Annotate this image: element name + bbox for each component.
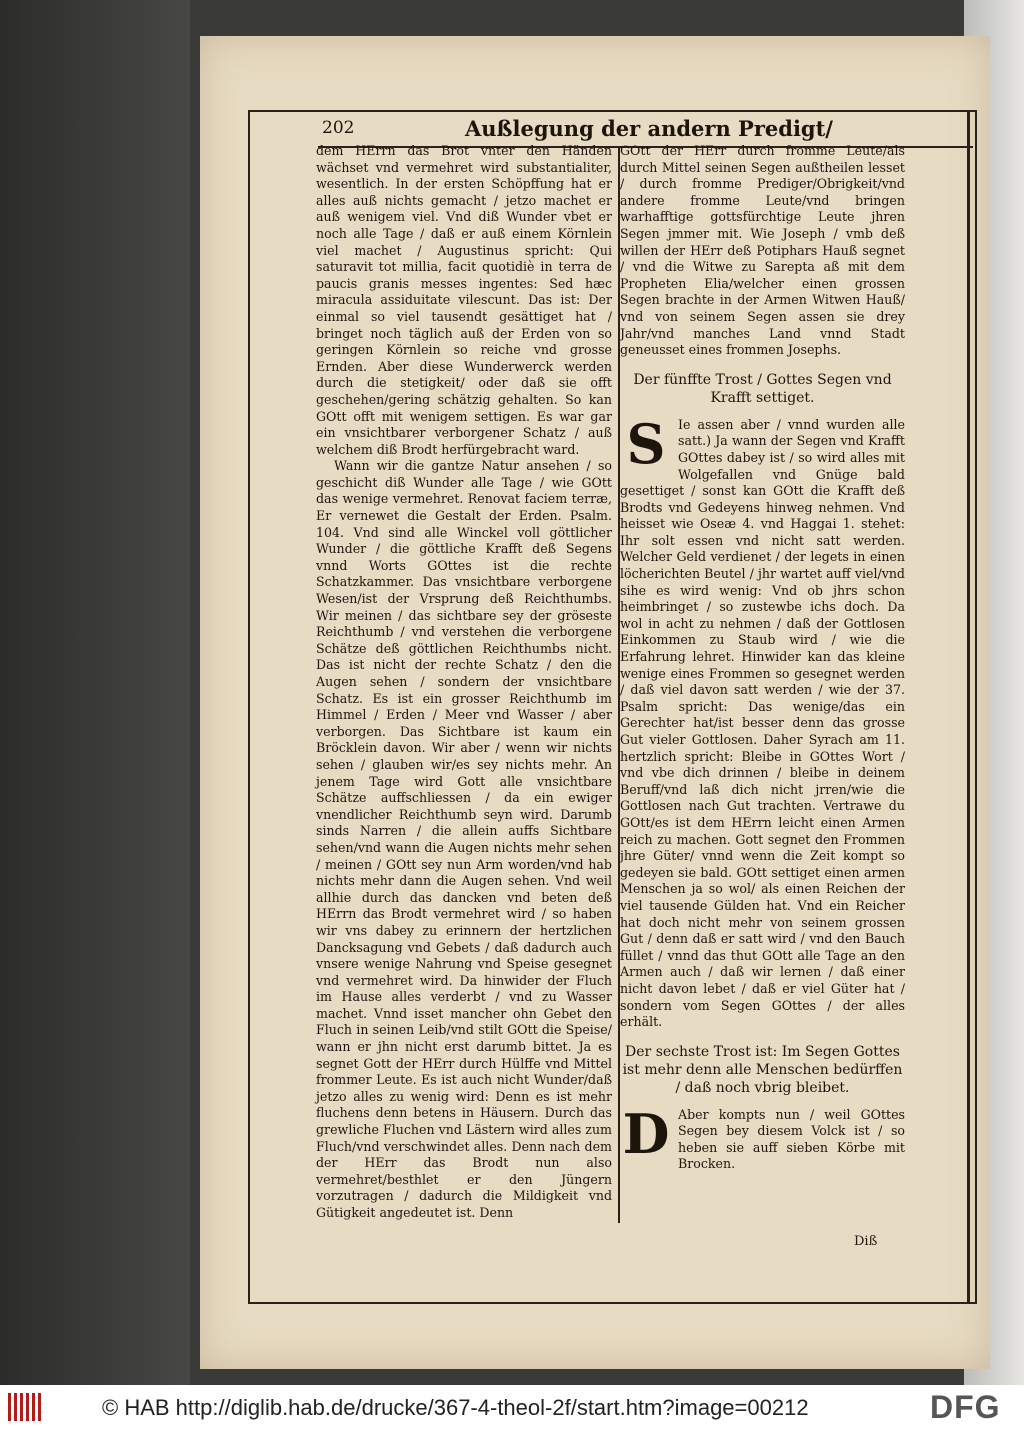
viewer-footer xyxy=(0,1385,1024,1429)
right-paragraph-3: Aber kompts nun / weil GOttes Segen bey diesem Volck ist / so heben sie auff sieben Körbe mit Brocken. xyxy=(678,1106,905,1172)
scan-backdrop-left xyxy=(0,0,190,1385)
book-page xyxy=(200,36,990,1369)
paragraph-with-initial-d xyxy=(620,1101,905,1173)
running-head: Außlegung der andern Predigt/ xyxy=(465,116,833,141)
dfg-logo: DFG xyxy=(930,1389,1001,1425)
section-heading-5: Der fünffte Trost / Gottes Segen vnd Krafft settiget. xyxy=(633,371,892,406)
drop-cap-d: D xyxy=(622,1101,670,1166)
right-paragraph-1: GOtt der HErr durch fromme Leute/als durch Mittel seinen Segen außtheilen lesset / durch fromme Prediger/Obrigkeit/vnd andere fromme Leute/vnd bringen warhafftige gottsfürchtige Leute jhren Segen jmmer mit. Wie Joseph / vmb deß willen der HErr deß Potiphars Hauß segnet / vnd die Witwe zu Sarepta aß mit dem Propheten Elia/welcher einen grossen Segen brachte in der Armen Witwen Hauß/ vnd von seinem Segen assen sie drey Jahr/vnd manches Land vnnd Stadt geneusset eines frommen Josephs. xyxy=(620,143,905,358)
right-column xyxy=(620,143,905,1173)
section-heading-6: Der sechste Trost ist: Im Segen Gottes ist mehr denn alle Menschen bedürffen / daß noch vbrig bleibet. xyxy=(622,1043,903,1096)
left-paragraph-1: dem HErrn das Brot vnter den Händen wächset vnd vermehret wird substantialiter, wesentlich. In der ersten Schöpffung hat er alles auß nichts gemacht / jetzo machet er auß wenigem viel. Vnd diß Wunder vbet er noch alle Tage / daß er auß einem Körnlein viel machet / Augustinus spricht: Qui saturavit tot millia, facit quotidiè in terra de paucis granis messes ingentes: Sed hæc miracula assiduitate vilescunt. Das ist: Der einmal so viel tausendt gesättiget hat / bringet noch täglich auß der Erden von so geringen Körnlein so reiche vnd grosse Ernden. Aber diese Wunderwerck werden durch die stetigkeit/ oder daß sie offt geschehen/gering schätzig gehalten. So kan GOtt offt mit wenigem settigen. Es war gar ein vnsichtbarer verborgener Schatz / auß welchem diß Brodt herfürgebracht ward. xyxy=(316,143,612,457)
left-paragraph-2: Wann wir die gantze Natur ansehen / so geschicht diß Wunder alle Tage / wie GOtt das wenige vermehret. Renovat faciem terræ, Er vernewet die Gestalt der Erden. Psalm. 104. Vnd sind alle Winckel voll göttlicher Wunder / die göttliche Krafft deß Segens vnnd Worts GOttes ist die rechte Schatzkammer. Das vnsichtbare verborgene Wesen/ist der Vrsprung deß Reichthumbs. Wir meinen / das sichtbare sey der gröseste Reichthumb / vnd verstehen die verborgene Schätze deß göttlichen Reichthumbs nicht. Das ist nicht der rechte Schatz / den die Augen sehen / sondern der vnsichtbare Schatz. Es ist ein grosser Reichthumb im Himmel / Erden / Meer vnd Wasser / aber verborgen. Das Sichtbare ist kaum ein Bröcklein davon. Wir aber / wenn wir nichts sehen / glauben wir/es sey nichts mehr. An jenem Tage wird Gott alle vnsichtbare Schätze auffschliessen / da ein ewiger vnendlicher Reichthumb seyn wird. Darumb sinds Narren / die allein auffs Sichtbare sehen/vnd wann die Augen nichts mehr sehen / meinen / GOtt sey nun Arm worden/vnd hab nichts mehr dann die Augen sehen. Vnd weil allhie durch das dancken vnd beten deß HErrn das Brodt vermehret wird / so haben wir vns dabey zu erinnern der hertzlichen Dancksagung vnd Gebets / daß dadurch auch vnsere wenige Nahrung vnd Speise gesegnet vnd vermehret wird. Da hinwider der Fluch im Hause alles verderbt / vnd zu Wasser machet. Vnnd isset mancher ohn Gebet den Fluch in seinen Leib/vnd stilt GOtt die Speise/ wann er jhn nicht erst darumb bittet. Ja es segnet Gott der HErr durch Hülffe vnd Mittel frommer Leute. Es ist auch nicht Wunder/daß jetzo alles zu wenig wird: Denn es ist mehr fluchens denn betens in Häusern. Durch das grewliche Fluchen vnd Lästern wird alles zum Fluch/vnd verschwindet alles. Denn nach dem der HErr das Brodt nun also vermehret/besthlet er den Jüngern vorzutragen / dadurch die Mildigkeit vnd Gütigkeit angedeutet ist. Denn xyxy=(316,458,612,1220)
drop-cap-s: S xyxy=(626,411,666,476)
catchword: Diß xyxy=(854,1234,878,1249)
left-column xyxy=(316,143,612,1222)
paragraph-with-initial-s xyxy=(620,411,905,1031)
page-number: 202 xyxy=(322,118,355,138)
hab-logo-icon xyxy=(8,1393,42,1421)
frame-rule xyxy=(967,110,970,1304)
source-link[interactable]: © HAB http://diglib.hab.de/drucke/367-4-theol-2f/start.htm?image=00212 xyxy=(102,1395,809,1420)
right-paragraph-2: Ie assen aber / vnnd wurden alle satt.) Ja wann der Segen vnd Krafft GOttes dabey ist / so wird alles mit Wolgefallen vnd Gnüge bald gesettiget / sonst kan GOtt die Krafft deß Brodts vnd Gedeyens hinweg nehmen. Vnd heisset wie Oseæ 4. vnd Haggai 1. stehet: Ihr solt essen vnd nicht satt werden. Welcher Geld verdienet / der legets in einen löcherichten Beutel / jhr wartet auff viel/vnd sihe es wird wenig: Vnd ob jhrs schon heimbringet / so zustewbe ichs doch. Da wol in acht zu nehmen / daß der Gottlosen Einkommen zu Staub wird / wie die Erfahrung lehret. Hinwider kan das kleine wenige eines Frommen so gesegnet werden / daß viel davon satt werden / wie der 37. Psalm spricht: Das wenige/das ein Gerechter hat/ist besser denn das grosse Gut vieler Gottlosen. Daher Syrach am 11. hertzlich spricht: Bleibe in GOttes Wort / vnd vbe dich drinnen / bleibe in deinem Beruff/vnd laß dich nicht jrren/wie die Gottlosen nach Gut trachten. Vertrawe du GOtt/es ist dem HErrn leicht einen Armen reich zu machen. Gott segnet den Frommen jhre Güter/ vnnd wenn die Zeit kompt so gedeyen sie bald. GOtt settiget einen armen Menschen ja so wol/ als einen Reichen der viel tausende Gülden hat. Vnd ein Reicher hat doch nicht mehr von seinem grossen Gut / denn daß er satt wird / vnd den Bauch füllet / vnnd das thut GOtt alle Tage an den Armen auch / daß wir lernen / daß einer nicht davon lebet / daß er viel Güter hat / sondern vom Segen GOttes / der alles erhält. xyxy=(620,416,905,1030)
